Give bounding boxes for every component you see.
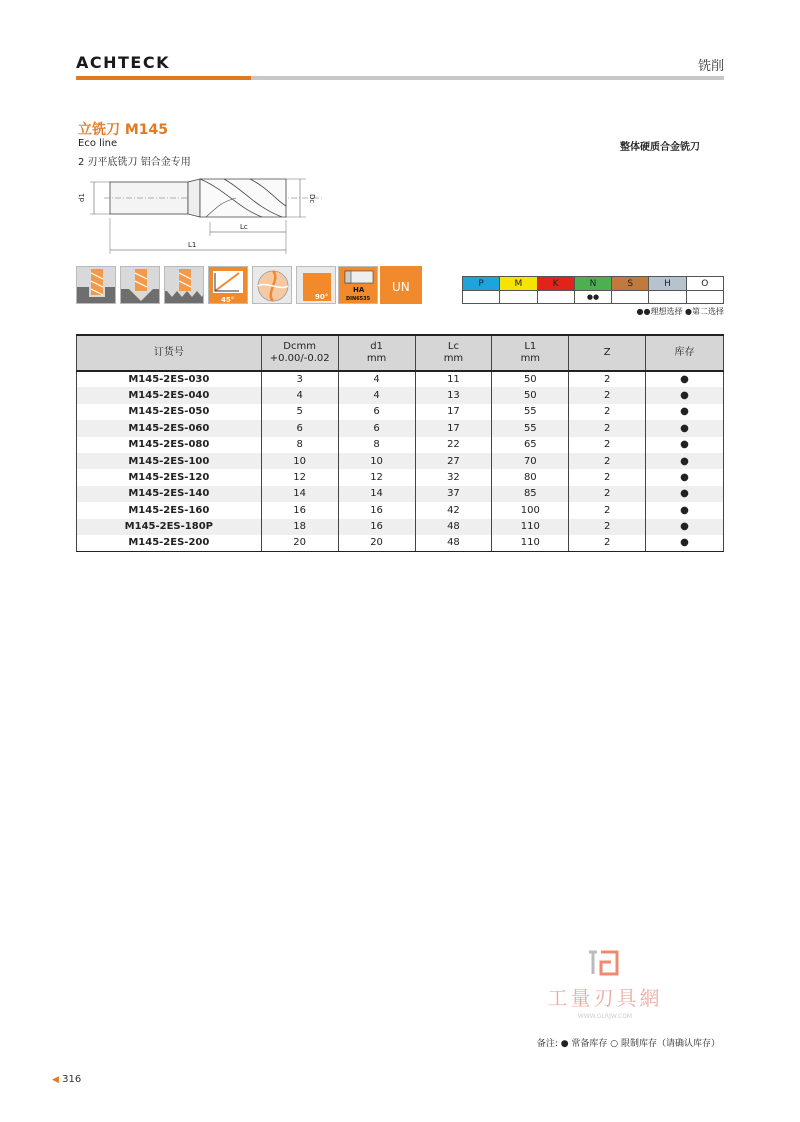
table-cell: 20 xyxy=(338,535,415,551)
watermark xyxy=(530,948,680,1020)
page-number xyxy=(52,1074,81,1085)
table-cell: 2 xyxy=(569,387,646,403)
watermark-text: 工量刃具網 xyxy=(547,986,663,1010)
table-cell: 2 xyxy=(569,486,646,502)
table-cell: 70 xyxy=(492,453,569,469)
material-code-o: O xyxy=(686,277,723,291)
material-mark-n: ●● xyxy=(574,291,611,304)
order-code-cell: M145-2ES-180P xyxy=(77,519,262,535)
table-cell: 2 xyxy=(569,453,646,469)
table-cell: 6 xyxy=(338,420,415,436)
table-cell: 22 xyxy=(415,437,492,453)
table-cell: 16 xyxy=(338,519,415,535)
table-cell: 2 xyxy=(569,519,646,535)
table-cell: 50 xyxy=(492,387,569,403)
column-header-label: Lc xyxy=(447,341,459,352)
order-code-cell: M145-2ES-160 xyxy=(77,502,262,518)
d1-label: d1 xyxy=(78,193,86,202)
table-cell: 27 xyxy=(415,453,492,469)
table-cell: ● xyxy=(646,502,724,518)
product-line: Eco line xyxy=(78,138,118,149)
table-cell: 10 xyxy=(261,453,338,469)
column-header xyxy=(261,335,338,371)
table-row xyxy=(77,371,724,387)
table-cell: 18 xyxy=(261,519,338,535)
material-mark-s xyxy=(612,291,649,304)
table-row xyxy=(77,519,724,535)
table-cell: 32 xyxy=(415,469,492,485)
table-cell: 17 xyxy=(415,404,492,420)
order-code-cell: M145-2ES-030 xyxy=(77,371,262,387)
lc-label: Lc xyxy=(240,223,248,231)
table-cell: 48 xyxy=(415,519,492,535)
table-row xyxy=(77,420,724,436)
un-coating-icon xyxy=(380,266,422,304)
table-cell: 11 xyxy=(415,371,492,387)
table-cell: 2 xyxy=(569,371,646,387)
dc-label: Dc xyxy=(308,194,316,204)
table-cell: ● xyxy=(646,371,724,387)
material-code-p: P xyxy=(463,277,500,291)
column-header xyxy=(415,335,492,371)
material-mark-k xyxy=(537,291,574,304)
table-cell: 42 xyxy=(415,502,492,518)
shank-ha-icon xyxy=(338,266,378,304)
table-cell: 110 xyxy=(492,519,569,535)
order-code-cell: M145-2ES-040 xyxy=(77,387,262,403)
table-cell: 2 xyxy=(569,469,646,485)
table-cell: 4 xyxy=(338,387,415,403)
table-cell: 80 xyxy=(492,469,569,485)
order-code-cell: M145-2ES-100 xyxy=(77,453,262,469)
table-cell: 13 xyxy=(415,387,492,403)
table-cell: ● xyxy=(646,535,724,551)
page-number-text: 316 xyxy=(62,1074,82,1085)
column-header-label: Z xyxy=(603,347,611,358)
table-cell: 65 xyxy=(492,437,569,453)
page-arrow-icon: ◀ xyxy=(52,1075,59,1085)
column-header xyxy=(569,335,646,371)
column-header xyxy=(646,335,724,371)
table-cell: 6 xyxy=(338,404,415,420)
table-row xyxy=(77,469,724,485)
column-header-label: L1 xyxy=(524,341,537,352)
table-cell: ● xyxy=(646,453,724,469)
product-description: 2 刃平底铣刀 铝合金专用 xyxy=(78,157,191,168)
two-flute-icon xyxy=(252,266,292,304)
table-row xyxy=(77,404,724,420)
table-row xyxy=(77,502,724,518)
product-title: 立铣刀 M145 xyxy=(78,122,169,138)
table-cell: ● xyxy=(646,437,724,453)
table-cell: 3 xyxy=(261,371,338,387)
end-mill-drawing xyxy=(76,178,326,258)
table-cell: 17 xyxy=(415,420,492,436)
table-cell: 48 xyxy=(415,535,492,551)
table-cell: 2 xyxy=(569,502,646,518)
table-cell: 16 xyxy=(261,502,338,518)
table-cell: 110 xyxy=(492,535,569,551)
table-cell: 14 xyxy=(261,486,338,502)
table-cell: 20 xyxy=(261,535,338,551)
column-header-unit: mm xyxy=(443,353,464,364)
table-cell: ● xyxy=(646,469,724,485)
helix-45-icon xyxy=(208,266,248,304)
material-suitability xyxy=(462,276,724,304)
table-cell: 8 xyxy=(261,437,338,453)
profile-milling-icon xyxy=(164,266,204,304)
material-legend: ●●理想选择 ●第二选择 xyxy=(636,307,724,316)
table-cell: 5 xyxy=(261,404,338,420)
table-cell: 2 xyxy=(569,535,646,551)
column-header xyxy=(492,335,569,371)
slot-milling-icon xyxy=(76,266,116,304)
material-code-m: M xyxy=(500,277,537,291)
material-code-k: K xyxy=(537,277,574,291)
column-header-unit: +0.00/-0.02 xyxy=(269,353,330,364)
table-cell: ● xyxy=(646,387,724,403)
table-cell: 12 xyxy=(261,469,338,485)
table-cell: 12 xyxy=(338,469,415,485)
table-row xyxy=(77,453,724,469)
section-label: 铣削 xyxy=(697,59,724,74)
table-cell: 2 xyxy=(569,404,646,420)
table-cell: 85 xyxy=(492,486,569,502)
column-header-label: 库存 xyxy=(674,347,695,358)
table-cell: 55 xyxy=(492,420,569,436)
table-cell: ● xyxy=(646,519,724,535)
material-mark-m xyxy=(500,291,537,304)
brand-logo: ACHTECK xyxy=(76,53,170,72)
order-code-cell: M145-2ES-120 xyxy=(77,469,262,485)
table-cell: 37 xyxy=(415,486,492,502)
material-code-s: S xyxy=(612,277,649,291)
column-header-label: d1 xyxy=(370,341,383,352)
shank-standard-label: DIN6535 xyxy=(346,296,371,302)
column-header xyxy=(77,335,262,371)
table-cell: 6 xyxy=(261,420,338,436)
table-cell: 50 xyxy=(492,371,569,387)
table-cell: 16 xyxy=(338,502,415,518)
order-code-cell: M145-2ES-050 xyxy=(77,404,262,420)
watermark-url: WWW.GLRJW.COM xyxy=(577,1013,633,1020)
column-header-label: 订货号 xyxy=(153,347,184,358)
material-mark-p xyxy=(463,291,500,304)
table-cell: 4 xyxy=(338,371,415,387)
coating-label: UN xyxy=(392,280,410,294)
corner-90-icon xyxy=(296,266,336,304)
table-cell: ● xyxy=(646,404,724,420)
table-cell: ● xyxy=(646,486,724,502)
table-cell: 2 xyxy=(569,437,646,453)
order-code-cell: M145-2ES-080 xyxy=(77,437,262,453)
spec-table xyxy=(76,334,724,552)
l1-label: L1 xyxy=(188,241,197,249)
column-header-label: Dcmm xyxy=(283,341,316,352)
table-cell: 55 xyxy=(492,404,569,420)
corner-angle-label: 90° xyxy=(315,293,329,301)
column-header-unit: mm xyxy=(366,353,387,364)
shank-type-label: HA xyxy=(353,286,365,294)
table-row xyxy=(77,437,724,453)
material-mark-o xyxy=(686,291,723,304)
watermark-logo-icon xyxy=(585,948,625,978)
table-cell: 2 xyxy=(569,420,646,436)
table-cell: 8 xyxy=(338,437,415,453)
table-cell: 4 xyxy=(261,387,338,403)
header-rule-accent xyxy=(76,76,251,80)
material-mark-h xyxy=(649,291,686,304)
table-cell: ● xyxy=(646,420,724,436)
order-code-cell: M145-2ES-200 xyxy=(77,535,262,551)
stock-note: 备注: ● 常备库存 ○ 限制库存（请确认库存） xyxy=(536,1039,720,1049)
order-code-cell: M145-2ES-140 xyxy=(77,486,262,502)
table-cell: 14 xyxy=(338,486,415,502)
helix-angle-label: 45° xyxy=(221,296,235,304)
table-cell: 10 xyxy=(338,453,415,469)
side-milling-icon xyxy=(120,266,160,304)
table-cell: 100 xyxy=(492,502,569,518)
table-row xyxy=(77,535,724,551)
column-header-unit: mm xyxy=(520,353,541,364)
product-category: 整体硬质合金铣刀 xyxy=(620,142,700,153)
order-code-cell: M145-2ES-060 xyxy=(77,420,262,436)
table-row xyxy=(77,387,724,403)
material-code-n: N xyxy=(574,277,611,291)
column-header xyxy=(338,335,415,371)
table-row xyxy=(77,486,724,502)
material-code-h: H xyxy=(649,277,686,291)
